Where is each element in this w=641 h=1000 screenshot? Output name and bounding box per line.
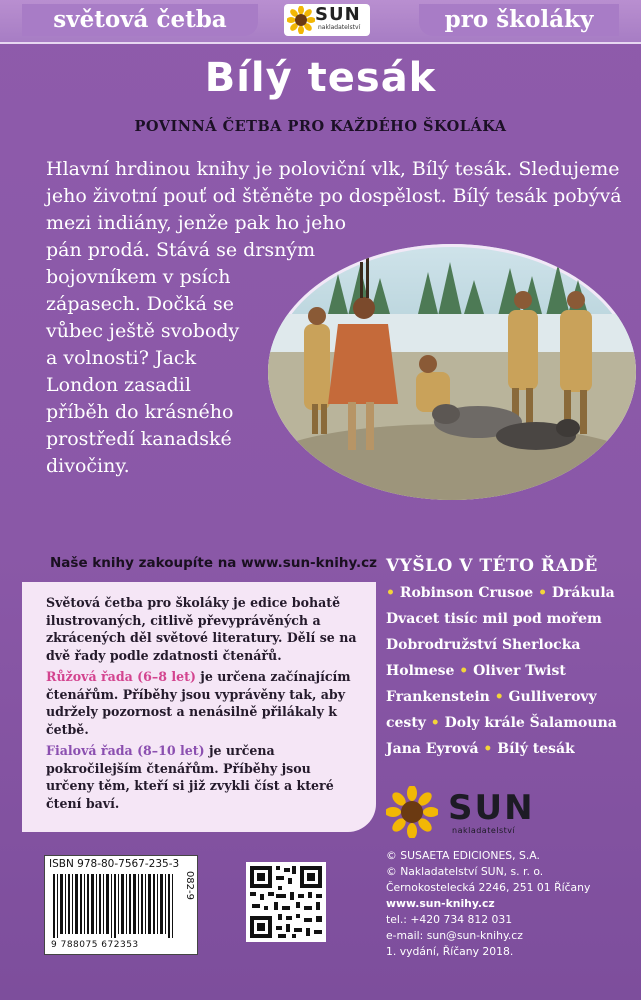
- series-line: • Robinson Crusoe • Drákula: [386, 585, 615, 601]
- description-line: divočiny.: [46, 455, 130, 477]
- illustration-wolves-and-natives: [268, 244, 636, 500]
- isbn-side-code: 082-9: [184, 870, 195, 900]
- top-publisher-logo: [284, 4, 370, 36]
- publisher-line: 1. vydání, Říčany 2018.: [386, 945, 514, 958]
- publisher-line: © SUSAETA EDICIONES, S.A.: [386, 849, 540, 862]
- bullet-icon: •: [430, 715, 440, 731]
- ean-digits: 9 788075 672353: [51, 940, 139, 950]
- series-line: Holmese • Oliver Twist: [386, 663, 566, 679]
- description-line: pán prodá. Stává se drsným: [46, 239, 316, 261]
- bullet-icon: •: [483, 741, 493, 757]
- description-line: vůbec ještě svobody: [46, 320, 240, 342]
- pink-series-info: [46, 668, 362, 738]
- description-line: bojovníkem v psích: [46, 266, 231, 288]
- series-line: Jana Eyrová • Bílý tesák: [386, 741, 575, 757]
- series-line: Dvacet tisíc mil pod mořem: [386, 611, 602, 627]
- bullet-icon: •: [538, 585, 548, 601]
- publisher-website: [386, 896, 631, 912]
- purple-series-label: Fialová řada (8–10 let): [46, 743, 205, 758]
- description-line: prostředí kanadské: [46, 428, 232, 450]
- series-line: Dobrodružství Sherlocka: [386, 637, 581, 653]
- book-title: Bílý tesák: [204, 55, 437, 101]
- illustration-scene: [268, 244, 636, 500]
- series-label-right: pro školáky: [419, 4, 619, 36]
- edition-intro: Světová četba pro školáky je edice bohatě ilustrovaných, citlivě převyprávěných a zkrácených děl světové literatury. Dělí se na dvě řady podle zdatnosti čtenářů.: [46, 595, 357, 663]
- publisher-info: [386, 848, 631, 960]
- top-brand-sub: nakladatelství: [318, 24, 361, 31]
- description-line: a volnosti? Jack: [46, 347, 197, 369]
- pink-series-label: Růžová řada (6–8 let): [46, 669, 196, 684]
- buy-note: Naše knihy zakoupíte na www.sun-knihy.cz: [50, 555, 378, 571]
- purple-series-text: je určena pokročilejším čtenářům. Příběhy jsou určeny těm, kteří si již zvykli číst a které čtení baví.: [46, 743, 334, 811]
- book-subtitle: POVINNÁ ČETBA PRO KAŽDÉHO ŠKOLÁKA: [134, 118, 507, 135]
- description-line: London zasadil: [46, 374, 191, 396]
- sunflower-icon: [287, 6, 315, 34]
- purple-series-info: [46, 742, 362, 812]
- qr-code: [246, 862, 326, 942]
- publisher-line: © Nakladatelství SUN, s. r. o.: [386, 865, 544, 878]
- publisher-line: e-mail: sun@sun-knihy.cz: [386, 929, 523, 942]
- series-heading: VYŠLO V TÉTO ŘADĚ: [386, 556, 598, 576]
- bullet-icon: •: [494, 689, 504, 705]
- publisher-line: tel.: +420 734 812 031: [386, 913, 513, 926]
- isbn-barcode: [44, 855, 198, 955]
- description-line: příběh do krásného: [46, 401, 234, 423]
- publisher-logo-sub: nakladatelství: [452, 826, 516, 835]
- publisher-logo-word: SUN: [448, 788, 535, 828]
- series-line: Frankenstein • Gulliverovy: [386, 689, 597, 705]
- description-line: jeho životní pouť od štěněte po dospělost. Bílý tesák pobývá: [46, 185, 622, 207]
- description-line: mezi indiány, jenže pak ho jeho: [46, 212, 347, 234]
- barcode-icon: [53, 874, 183, 938]
- top-brand-name: SUN: [315, 4, 361, 25]
- publisher-website-text: www.sun-knihy.cz: [386, 897, 495, 910]
- bullet-icon: •: [459, 663, 469, 679]
- publisher-line: Černokostelecká 2246, 251 01 Říčany: [386, 881, 591, 894]
- bullet-icon: •: [386, 585, 395, 601]
- top-bar: [0, 0, 641, 44]
- series-title-list: [386, 580, 631, 762]
- series-label-left: světová četba: [22, 4, 258, 36]
- isbn-text: ISBN 978-80-7567-235-3: [49, 858, 180, 870]
- qr-code-icon: [246, 862, 326, 942]
- pink-series-text: je určena začínajícím čtenářům. Příběhy jsou vyprávěny tak, aby udržely pozornost a nenásilně přilákaly k četbě.: [46, 669, 351, 737]
- edition-info-box: [22, 582, 376, 832]
- sunflower-icon: [386, 786, 438, 838]
- publisher-logo: [386, 786, 556, 838]
- description-line: zápasech. Dočká se: [46, 293, 234, 315]
- description-line: Hlavní hrdinou knihy je poloviční vlk, Bílý tesák. Sledujeme: [46, 158, 620, 180]
- series-line: cesty • Doly krále Šalamouna: [386, 715, 617, 731]
